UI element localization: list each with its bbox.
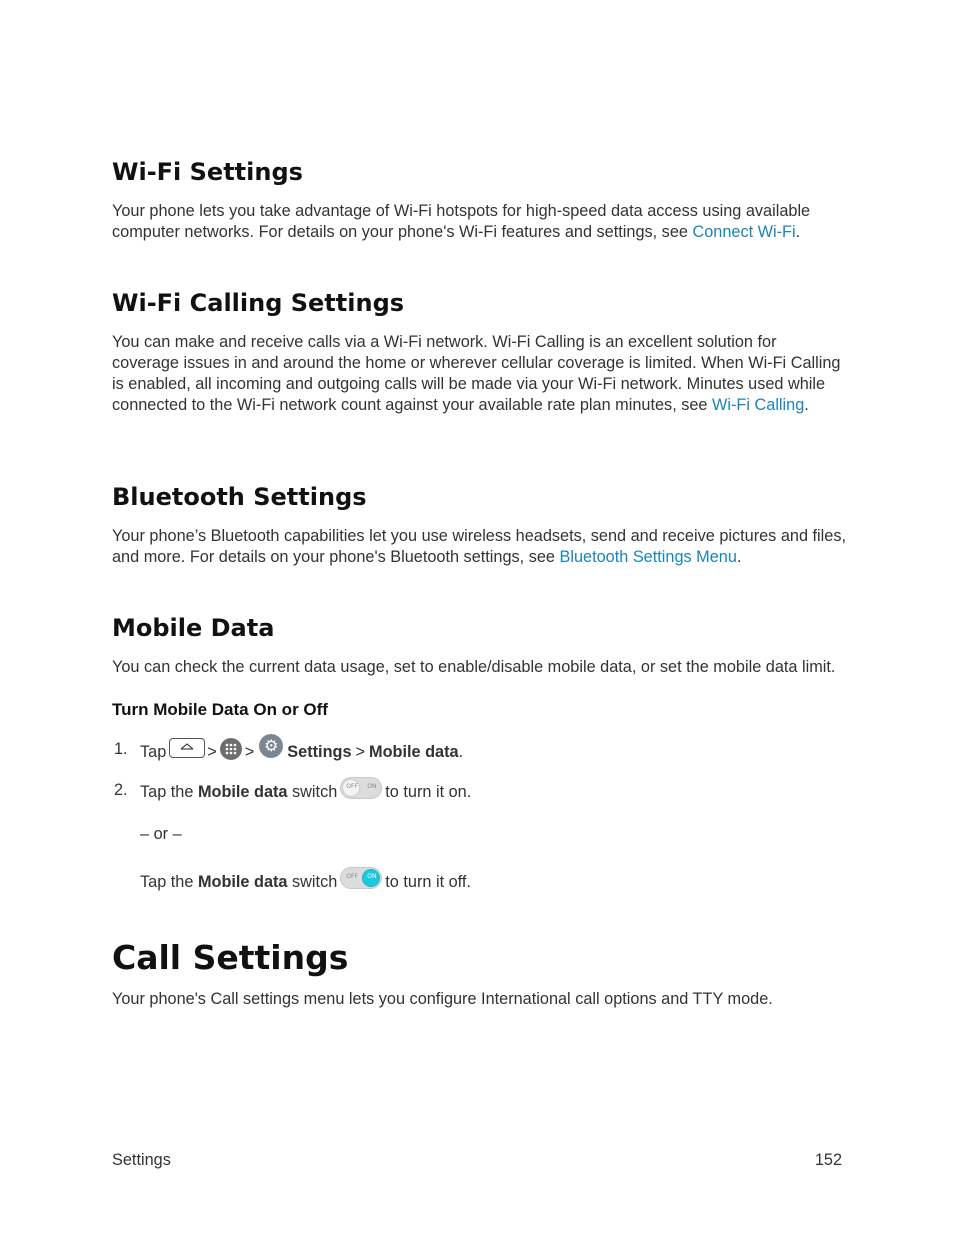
heading-call-settings: Call Settings (112, 938, 349, 977)
step-number: 1. (114, 740, 128, 758)
step-number: 2. (114, 781, 128, 799)
link-connect-wifi[interactable]: Connect Wi-Fi (692, 223, 796, 241)
paragraph-wifi-settings: Your phone lets you take advantage of Wi-Fi hotspots for high-speed data access using available computer networks. For details on your phone's Wi-Fi features and settings, see Connect Wi-Fi. (112, 202, 811, 241)
home-key-icon (169, 738, 205, 758)
heading-mobile-data: Mobile Data (112, 614, 275, 642)
heading-wifi-calling-settings: Wi-Fi Calling Settings (112, 289, 405, 317)
link-wifi-calling[interactable]: Wi-Fi Calling (712, 396, 805, 414)
apps-icon (220, 738, 242, 760)
footer-section-name: Settings (112, 1151, 171, 1169)
settings-label: Settings (287, 743, 352, 761)
toggle-switch-on-icon: OFF ON (340, 867, 382, 889)
heading-wifi-settings: Wi-Fi Settings (112, 158, 303, 186)
paragraph-mobile-data: You can check the current data usage, set to enable/disable mobile data, or set the mobile data limit. (112, 658, 836, 676)
mobile-data-label: Mobile data (369, 743, 459, 761)
subheading-turn-mobile-data: Turn Mobile Data On or Off (112, 700, 328, 719)
paragraph-bluetooth: Your phone’s Bluetooth capabilities let you use wireless headsets, send and receive pictures and files, and more. For details on your phone's Bluetooth settings, see Bluetooth Settings Menu. (112, 527, 847, 566)
heading-bluetooth-settings: Bluetooth Settings (112, 483, 367, 511)
paragraph-wifi-calling: You can make and receive calls via a Wi-Fi network. Wi-Fi Calling is an excellent solution for coverage issues in and around the home or wherever cellular coverage is limited. When Wi-Fi Calling is enabled, all incoming and outgoing calls will be made via your Wi-Fi network. Minutes used while connected to the Wi-Fi network count against your available rate plan minutes, see Wi-Fi Calling. (112, 333, 841, 414)
toggle-switch-off-icon: OFF ON (340, 777, 382, 799)
link-bluetooth-settings-menu[interactable]: Bluetooth Settings Menu (559, 548, 737, 566)
paragraph-call-settings: Your phone's Call settings menu lets you configure International call options and TTY mode. (112, 990, 773, 1008)
settings-gear-icon: ⚙ (259, 734, 283, 758)
footer-page-number: 152 (814, 1151, 842, 1169)
